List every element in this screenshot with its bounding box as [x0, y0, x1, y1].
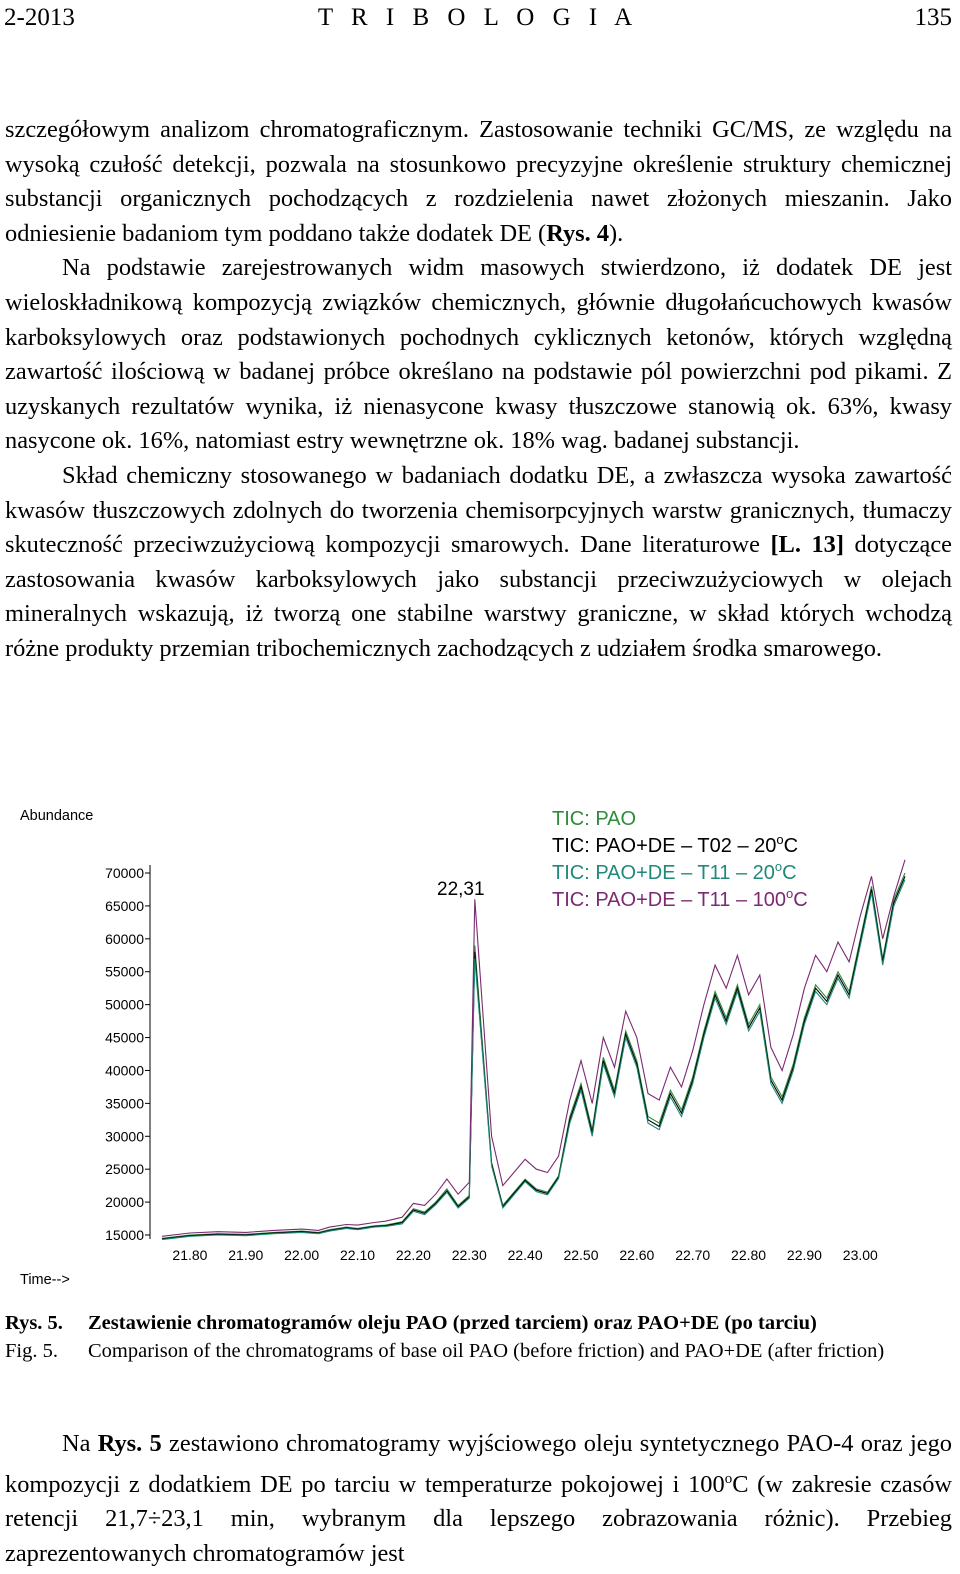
caption-english [5, 1337, 952, 1365]
x-tick-label: 22.90 [786, 1247, 822, 1263]
series-line-1 [162, 873, 905, 1238]
body-text [5, 113, 952, 667]
x-tick-label: 22.20 [395, 1247, 431, 1263]
x-axis-label: Time--> [20, 1272, 70, 1288]
x-tick-label: 22.40 [507, 1247, 543, 1263]
y-tick-label: 20000 [105, 1194, 144, 1211]
y-axis-label: Abundance [20, 808, 94, 824]
y-tick-label: 50000 [105, 996, 144, 1013]
y-tick-label: 15000 [105, 1227, 144, 1243]
chromatogram-chart [0, 795, 960, 1295]
x-tick-label: 22.70 [675, 1247, 711, 1263]
y-tick-label: 45000 [105, 1029, 144, 1046]
legend-entry-1: TIC: PAO [552, 808, 637, 830]
y-tick-label: 35000 [105, 1095, 144, 1112]
figure-reference: Rys. 4 [546, 219, 610, 247]
x-tick-label: 22.80 [731, 1247, 767, 1263]
page-number: 135 [914, 4, 952, 31]
x-tick-label: 21.80 [172, 1247, 208, 1263]
y-tick-label: 30000 [105, 1128, 144, 1145]
caption-label-pl: Rys. 5. [5, 1312, 63, 1334]
series-line-4 [162, 860, 905, 1237]
caption-label-en: Fig. 5. [5, 1340, 58, 1362]
legend-entry-4: TIC: PAO+DE – T11 – 100$^o$C [552, 886, 808, 911]
paragraph-1: szczegółowym analizom chromatograficznym. Zastosowanie techniki GC/MS, ze względu na wysoką czułość detekcji, pozwala na stosunkowo precyzyjne określenie struktury chemicznej substancji organicznych pochodzących z rozdzielenia nawet złożonych mieszanin. Jako odniesienie badaniom tym poddano także dodatek DE (Rys. 4). [5, 116, 952, 247]
x-tick-label: 22.50 [563, 1247, 599, 1263]
x-tick-label: 21.90 [228, 1247, 264, 1263]
page-header [4, 2, 952, 38]
figure-caption [5, 1309, 952, 1365]
series-line-3 [162, 880, 905, 1240]
paragraph-3: Skład chemiczny stosowanego w badaniach dodatku DE, a zwłaszcza wysoka zawartość kwasów tłuszczowych zdolnych do tworzenia chemisorpcyjnych warstw granicznych, tłumaczy skuteczność przeciwzużyciową kompozycji smarowych. Dane literaturowe [L. 13] dotyczące zastosowania kwasów karboksylowych jako substancji przeciwzużyciowych w olejach mineralnych wskazują, iż tworzą one stabilne warstwy graniczne, w skład których wchodzą różne produkty przemian tribochemicznych zachodzących z udziałem środka smarowego. [5, 461, 952, 662]
y-tick-label: 25000 [105, 1161, 144, 1178]
x-tick-label: 23.00 [842, 1247, 878, 1263]
x-tick-label: 22.60 [619, 1247, 655, 1263]
y-tick-label: 65000 [105, 897, 144, 914]
x-tick-label: 22.10 [340, 1247, 376, 1263]
issue-number: 2-2013 [4, 4, 75, 31]
x-tick-label: 22.00 [284, 1247, 320, 1263]
figure-reference: Rys. 5 [97, 1430, 162, 1457]
bottom-paragraph: Na Rys. 5 zestawiono chromatogramy wyjściowego oleju syntetycznego PAO-4 oraz jego kompozycji z dodatkiem DE po tarciu w temperaturze pokojowej i 100$^o$C (w zakresie czasów retencji 21,7÷23,1 min, wybranym dla lepszego zobrazowania różnic). Przebieg zaprezentowanych chromatogramów jest [5, 1430, 953, 1567]
caption-text-en: Comparison of the chromatograms of base oil PAO (before friction) and PAO+DE (after friction) [88, 1340, 885, 1362]
x-tick-label: 22.30 [451, 1247, 487, 1263]
legend-entry-3: TIC: PAO+DE – T11 – 20$^o$C [552, 859, 797, 884]
caption-text-pl: Zestawienie chromatogramów oleju PAO (przed tarciem) oraz PAO+DE (po tarciu) [88, 1312, 817, 1334]
caption-polish [5, 1309, 952, 1337]
legend-entry-2: TIC: PAO+DE – T02 – 20$^o$C [552, 832, 799, 857]
peak-annotation: 22,31 [437, 879, 485, 900]
paragraph-2: Na podstawie zarejestrowanych widm masowych stwierdzono, iż dodatek DE jest wieloskładnikową kompozycją związków chemicznych, głównie długołańcuchowych kwasów karboksylowych oraz podstawionych pochodnych cyklicznych ketonów, których względną zawartość ilościową w badanej próbce określano na podstawie pól powierzchni pod pikami. Z uzyskanych rezultatów wynika, iż nienasycone kwasy tłuszczowe stanowią ok. 63%, kwasy nasycone ok. 16%, natomiast estry wewnętrzne ok. 18% wag. badanej substancji. [5, 254, 952, 455]
y-tick-label: 55000 [105, 963, 144, 980]
y-tick-label: 40000 [105, 1062, 144, 1079]
literature-reference: [L. 13] [770, 531, 844, 559]
y-tick-label: 60000 [105, 930, 144, 947]
journal-name: T R I B O L O G I A [317, 4, 639, 31]
y-tick-label: 70000 [105, 865, 144, 881]
chromatogram-plot [0, 795, 960, 1295]
series-line-2 [162, 876, 905, 1239]
